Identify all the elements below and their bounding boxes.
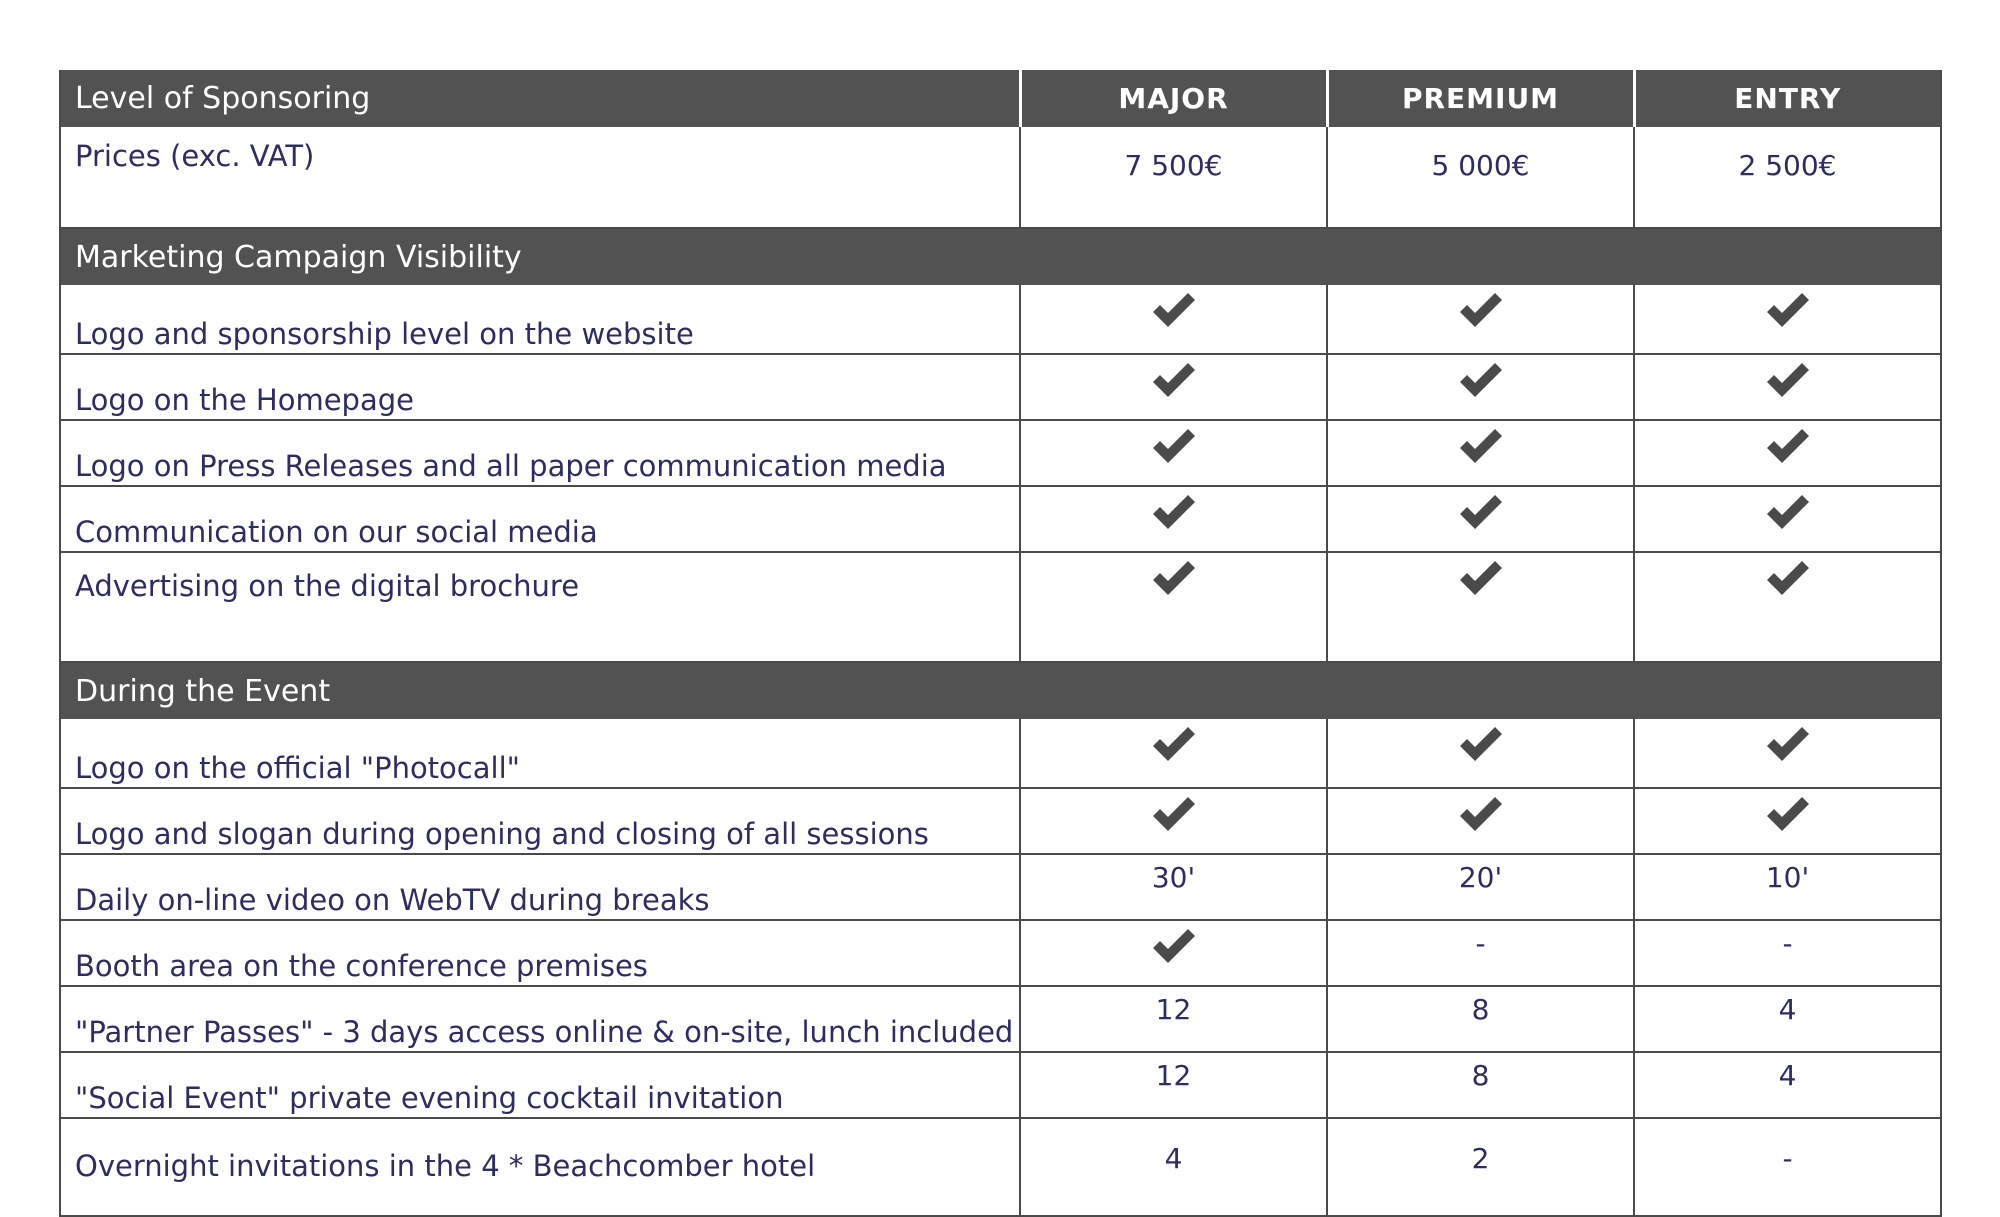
feature-label: Logo and sponsorship level on the website bbox=[60, 285, 1020, 354]
value-entry: - bbox=[1634, 920, 1941, 986]
table-row bbox=[60, 986, 1941, 1052]
table-row bbox=[60, 920, 1941, 986]
check-icon bbox=[1458, 291, 1504, 331]
check-icon bbox=[1151, 291, 1197, 331]
value-entry: 10' bbox=[1634, 854, 1941, 920]
check-icon bbox=[1458, 361, 1504, 401]
value-premium bbox=[1327, 285, 1634, 354]
section-title: Marketing Campaign Visibility bbox=[60, 228, 1941, 285]
value-entry bbox=[1634, 719, 1941, 788]
value-premium bbox=[1327, 552, 1634, 662]
feature-label: Logo on the Homepage bbox=[60, 354, 1020, 420]
value-premium bbox=[1327, 719, 1634, 788]
table-row bbox=[60, 354, 1941, 420]
value-premium bbox=[1327, 354, 1634, 420]
header-label: Level of Sponsoring bbox=[60, 70, 1020, 127]
section-header-row bbox=[60, 228, 1941, 285]
check-icon bbox=[1151, 427, 1197, 467]
table-header-row bbox=[60, 70, 1941, 127]
check-icon bbox=[1765, 493, 1811, 533]
check-icon bbox=[1151, 559, 1197, 599]
check-icon bbox=[1458, 725, 1504, 765]
check-icon bbox=[1765, 291, 1811, 331]
check-icon bbox=[1765, 795, 1811, 835]
value-entry: 4 bbox=[1634, 1052, 1941, 1118]
value-entry: 4 bbox=[1634, 986, 1941, 1052]
value-major bbox=[1020, 920, 1327, 986]
value-premium: - bbox=[1327, 920, 1634, 986]
value-major: 12 bbox=[1020, 986, 1327, 1052]
value-entry bbox=[1634, 285, 1941, 354]
check-icon bbox=[1765, 427, 1811, 467]
feature-label: Daily on-line video on WebTV during breaks bbox=[60, 854, 1020, 920]
check-icon bbox=[1458, 427, 1504, 467]
feature-label: Logo on the official "Photocall" bbox=[60, 719, 1020, 788]
section-header-row bbox=[60, 662, 1941, 719]
feature-label: Logo and slogan during opening and closing of all sessions bbox=[60, 788, 1020, 854]
table-row bbox=[60, 420, 1941, 486]
check-icon bbox=[1458, 493, 1504, 533]
value-major bbox=[1020, 354, 1327, 420]
check-icon bbox=[1151, 361, 1197, 401]
feature-label: Booth area on the conference premises bbox=[60, 920, 1020, 986]
sponsoring-table bbox=[59, 70, 1942, 1217]
value-premium bbox=[1327, 486, 1634, 552]
check-icon bbox=[1765, 725, 1811, 765]
price-entry: 2 500€ bbox=[1634, 127, 1941, 228]
feature-label: Overnight invitations in the 4 * Beachcomber hotel bbox=[60, 1118, 1020, 1216]
value-major bbox=[1020, 788, 1327, 854]
check-icon bbox=[1765, 559, 1811, 599]
value-major bbox=[1020, 420, 1327, 486]
value-entry bbox=[1634, 788, 1941, 854]
table-row bbox=[60, 285, 1941, 354]
price-premium: 5 000€ bbox=[1327, 127, 1634, 228]
feature-label: Communication on our social media bbox=[60, 486, 1020, 552]
table-row bbox=[60, 486, 1941, 552]
value-entry bbox=[1634, 420, 1941, 486]
feature-label: "Social Event" private evening cocktail invitation bbox=[60, 1052, 1020, 1118]
value-major bbox=[1020, 486, 1327, 552]
table-row bbox=[60, 1052, 1941, 1118]
value-entry bbox=[1634, 552, 1941, 662]
table-row bbox=[60, 719, 1941, 788]
value-premium bbox=[1327, 420, 1634, 486]
value-premium bbox=[1327, 788, 1634, 854]
value-major bbox=[1020, 719, 1327, 788]
value-premium: 2 bbox=[1327, 1118, 1634, 1216]
value-premium: 8 bbox=[1327, 1052, 1634, 1118]
tier-entry-header: ENTRY bbox=[1634, 70, 1941, 127]
check-icon bbox=[1765, 361, 1811, 401]
tier-premium-header: PREMIUM bbox=[1327, 70, 1634, 127]
tier-major-header: MAJOR bbox=[1020, 70, 1327, 127]
check-icon bbox=[1151, 725, 1197, 765]
value-entry bbox=[1634, 354, 1941, 420]
value-premium: 8 bbox=[1327, 986, 1634, 1052]
feature-label: Advertising on the digital brochure bbox=[60, 552, 1020, 662]
value-entry: - bbox=[1634, 1118, 1941, 1216]
check-icon bbox=[1151, 927, 1197, 967]
check-icon bbox=[1151, 493, 1197, 533]
check-icon bbox=[1151, 795, 1197, 835]
value-entry bbox=[1634, 486, 1941, 552]
sponsoring-table-container bbox=[59, 70, 1941, 1217]
check-icon bbox=[1458, 795, 1504, 835]
prices-row bbox=[60, 127, 1941, 228]
table-row bbox=[60, 788, 1941, 854]
value-major: 4 bbox=[1020, 1118, 1327, 1216]
check-icon bbox=[1458, 559, 1504, 599]
value-major: 12 bbox=[1020, 1052, 1327, 1118]
prices-label: Prices (exc. VAT) bbox=[60, 127, 1020, 228]
feature-label: Logo on Press Releases and all paper communication media bbox=[60, 420, 1020, 486]
table-row bbox=[60, 1118, 1941, 1216]
value-major bbox=[1020, 285, 1327, 354]
feature-label: "Partner Passes" - 3 days access online & on-site, lunch included bbox=[60, 986, 1020, 1052]
table-row bbox=[60, 854, 1941, 920]
value-major: 30' bbox=[1020, 854, 1327, 920]
value-premium: 20' bbox=[1327, 854, 1634, 920]
value-major bbox=[1020, 552, 1327, 662]
table-row bbox=[60, 552, 1941, 662]
price-major: 7 500€ bbox=[1020, 127, 1327, 228]
section-title: During the Event bbox=[60, 662, 1941, 719]
